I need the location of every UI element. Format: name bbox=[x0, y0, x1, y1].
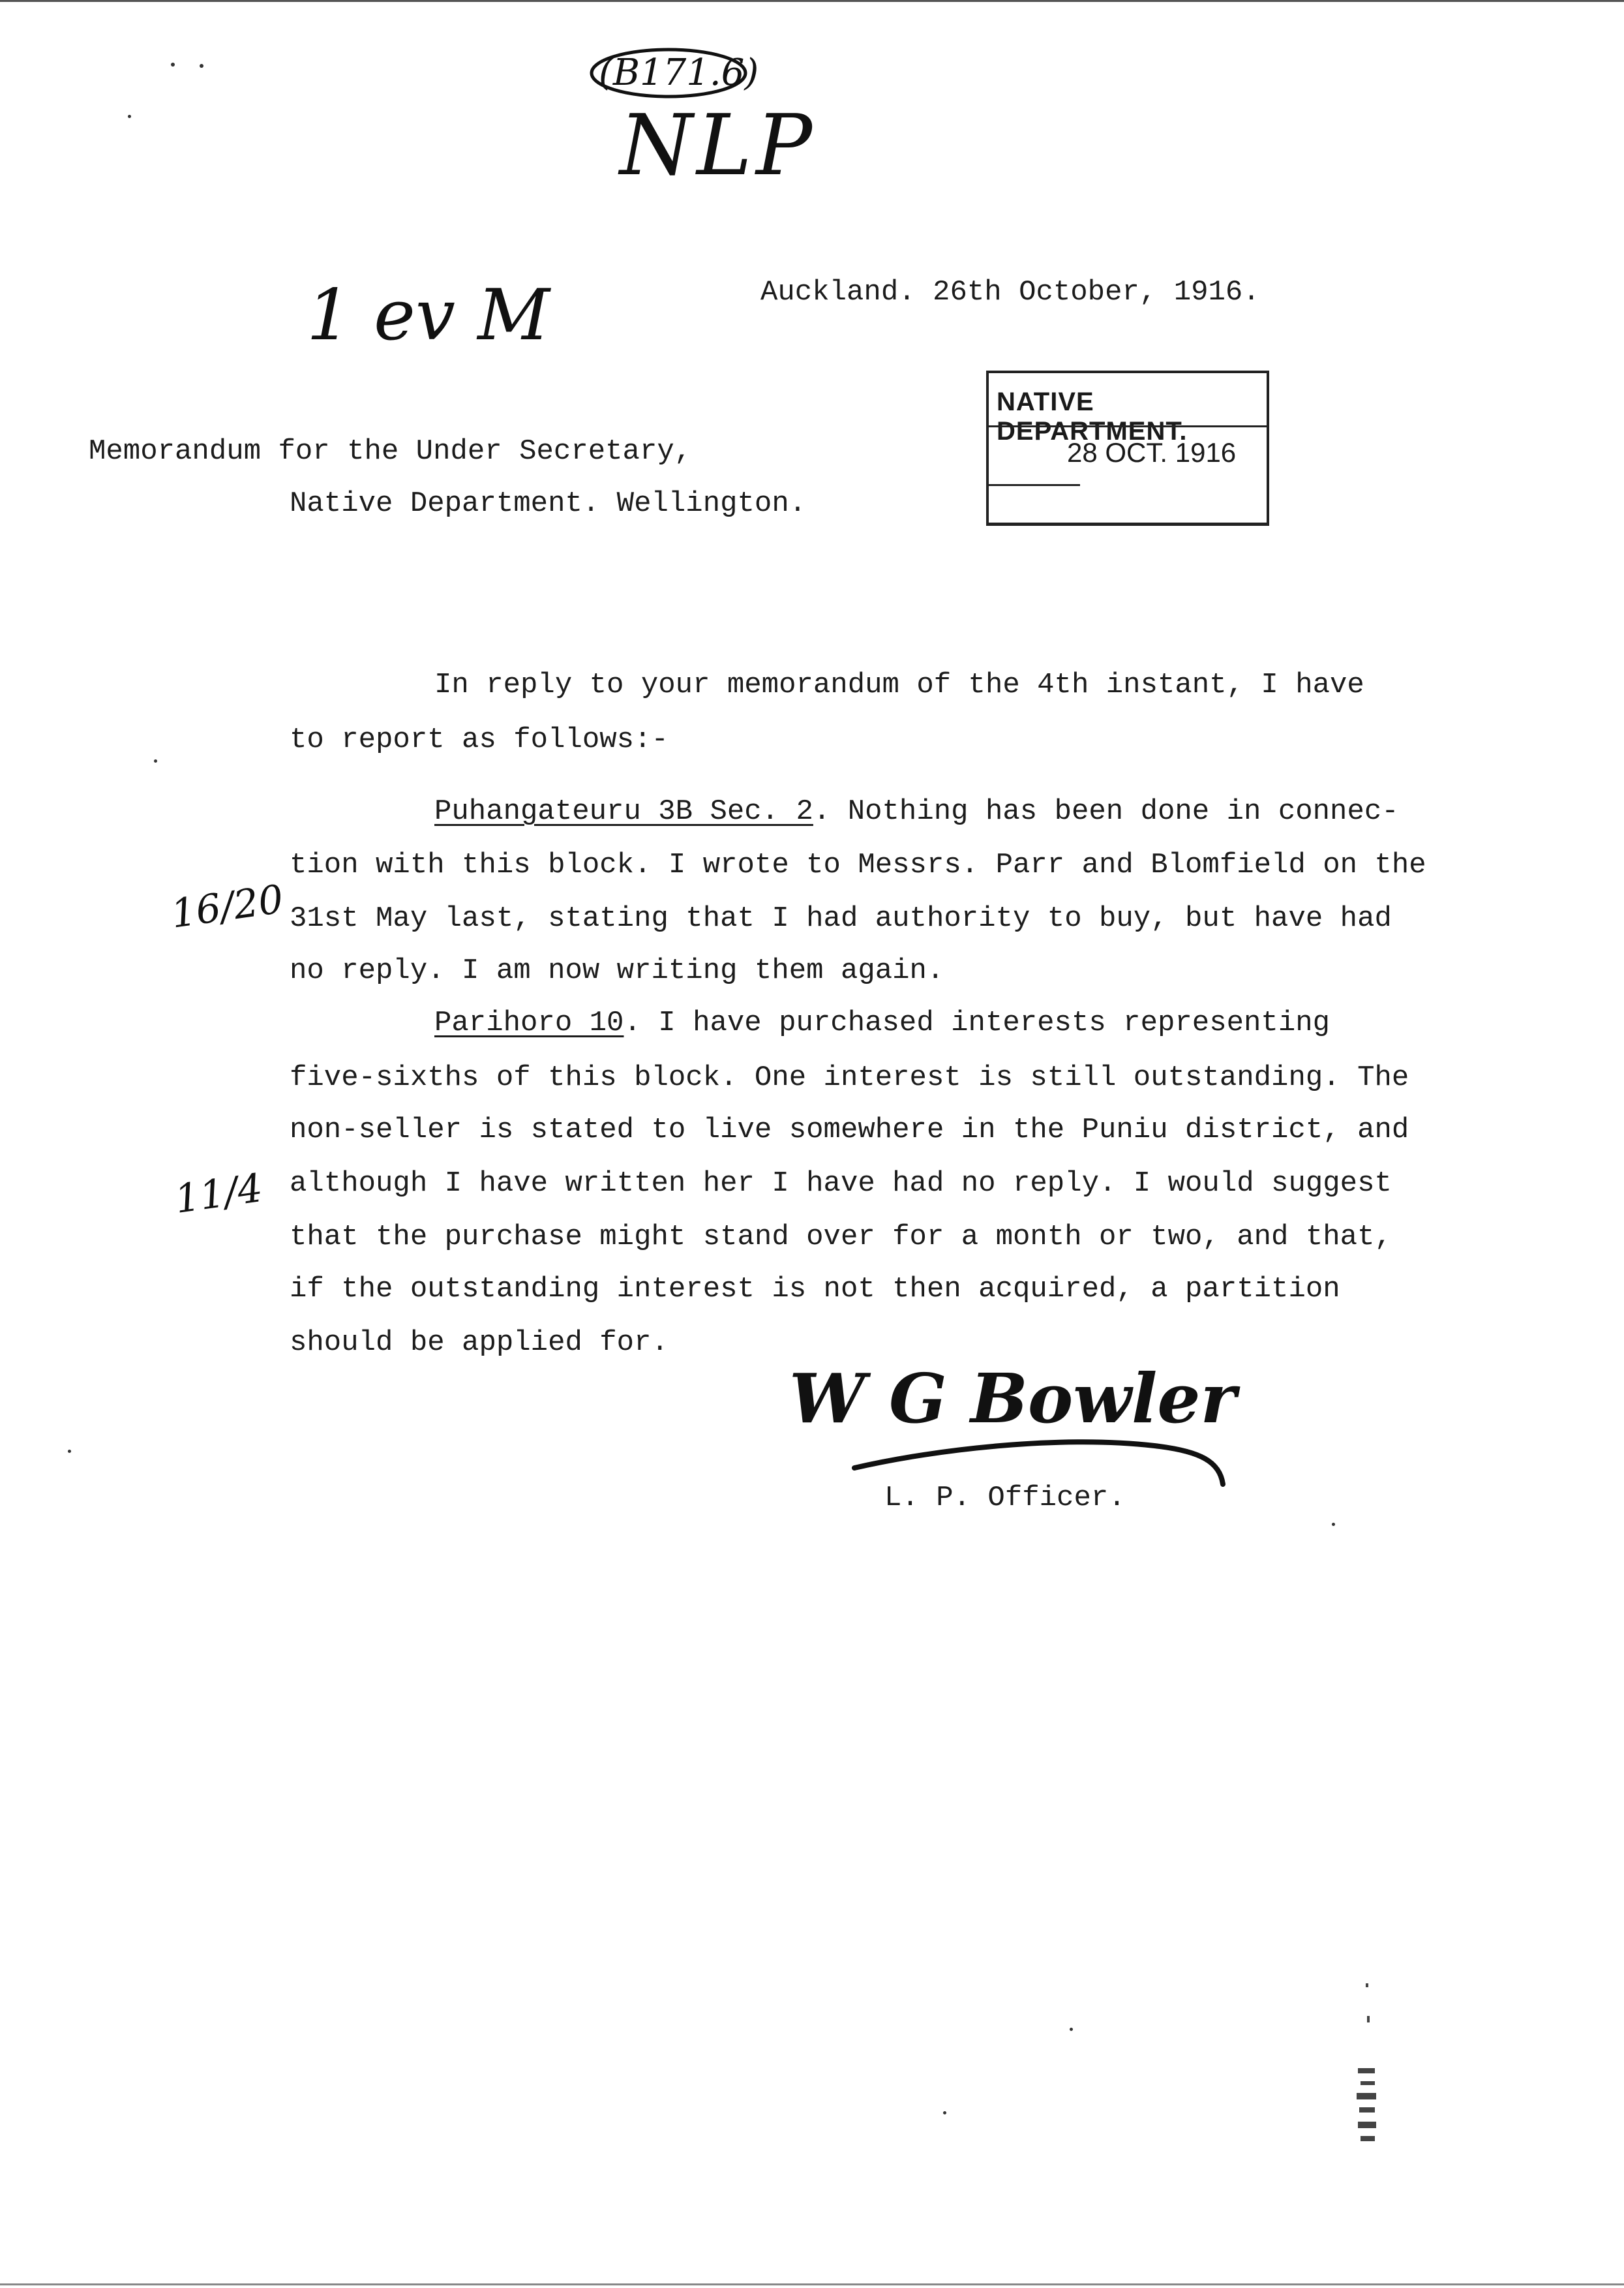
address-line-2: Native Department. Wellington. bbox=[290, 487, 807, 520]
received-stamp bbox=[986, 371, 1269, 526]
scan-speck bbox=[154, 759, 157, 763]
para2-heading: Parihoro 10 bbox=[434, 1007, 624, 1039]
para1-line-3: 31st May last, stating that I had authority to buy, but have had bbox=[290, 902, 1392, 935]
edge-scan-noise bbox=[1350, 1977, 1383, 2153]
intro-line-2: to report as follows:- bbox=[290, 724, 669, 756]
stamp-department: NATIVE DEPARTMENT. bbox=[997, 388, 1188, 446]
para1-heading: Puhangateuru 3B Sec. 2 bbox=[434, 795, 813, 828]
handwritten-reference: 1 ev M bbox=[307, 275, 550, 356]
date-line: Auckland. 26th October, 1916. bbox=[760, 276, 1260, 309]
file-reference: (B171.6) bbox=[599, 52, 759, 94]
para2-line-1-rest: . I have purchased interests representing bbox=[624, 1007, 1331, 1039]
para1-line-1-rest: . Nothing has been done in connec- bbox=[813, 795, 1399, 828]
stamp-date: 28 OCT. 1916 bbox=[1067, 437, 1237, 468]
scan-speck bbox=[68, 1450, 71, 1453]
para2-line-1 bbox=[434, 1009, 1330, 1037]
para2-line-6: if the outstanding interest is not then acquired, a partition bbox=[290, 1273, 1340, 1305]
para1-margin-note: 16/20 bbox=[168, 876, 286, 938]
para1-line-4: no reply. I am now writing them again. bbox=[290, 954, 944, 987]
stamp-divider-lower bbox=[989, 484, 1080, 486]
scan-edge-bottom bbox=[0, 2283, 1624, 2285]
signature: W G Bowler bbox=[789, 1358, 1237, 1439]
address-line-1: Memorandum for the Under Secretary, bbox=[89, 435, 692, 468]
scan-speck bbox=[200, 64, 203, 68]
para2-line-5: that the purchase might stand over for a month or two, and that, bbox=[290, 1221, 1392, 1253]
para2-line-2: five-sixths of this block. One interest is still outstanding. The bbox=[290, 1061, 1409, 1094]
scan-speck bbox=[943, 2111, 946, 2114]
scan-edge-top bbox=[0, 0, 1624, 2]
signature-title: L. P. Officer. bbox=[884, 1482, 1126, 1514]
para2-line-7: should be applied for. bbox=[290, 1326, 669, 1359]
intro-line-1: In reply to your memorandum of the 4th instant, I have bbox=[434, 669, 1364, 701]
file-code: NLP bbox=[620, 97, 817, 194]
para2-line-3: non-seller is stated to live somewhere in the Puniu district, and bbox=[290, 1114, 1409, 1146]
para2-line-4: although I have written her I have had no reply. I would suggest bbox=[290, 1167, 1392, 1200]
para1-line-2: tion with this block. I wrote to Messrs. Parr and Blomfield on the bbox=[290, 849, 1426, 881]
para2-margin-note: 11/4 bbox=[172, 1165, 265, 1223]
scan-speck bbox=[128, 115, 131, 118]
para1-line-1 bbox=[434, 797, 1399, 826]
scan-speck bbox=[1332, 1523, 1335, 1526]
scan-speck bbox=[171, 63, 175, 67]
stamp-divider bbox=[989, 425, 1267, 427]
scan-speck bbox=[1070, 2028, 1073, 2031]
